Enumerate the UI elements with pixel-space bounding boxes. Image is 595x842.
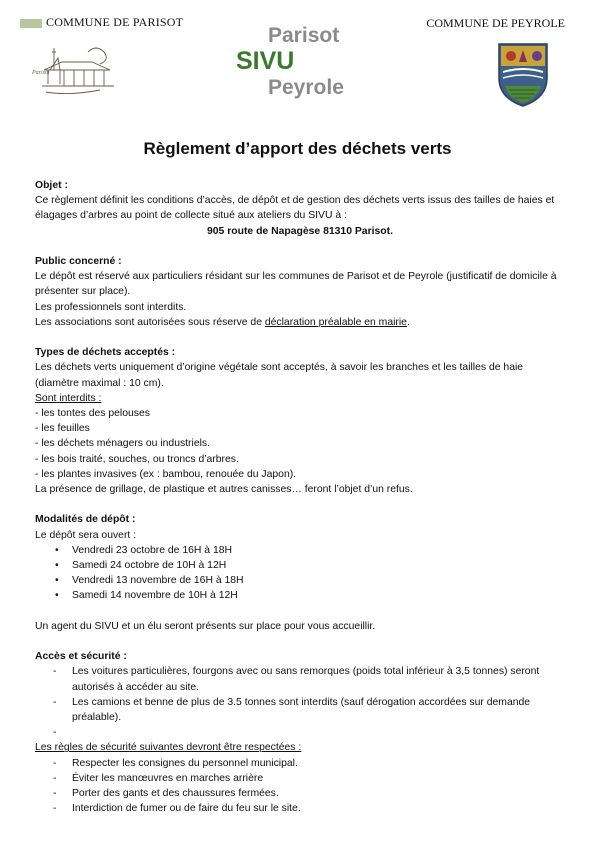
list-item: - Interdiction de fumer ou de faire du feu sur le site. bbox=[35, 801, 565, 816]
types-heading: Types de déchets acceptés : bbox=[35, 347, 176, 359]
list-item: • Samedi 14 novembre de 10H à 12H bbox=[35, 588, 565, 603]
list-item: - Éviter les manœuvres en marches arrière bbox=[35, 771, 565, 786]
rules-heading: Les règles de sécurité suivantes devront être respectées : bbox=[35, 742, 302, 754]
list-item: - Porter des gants et des chaussures fermées. bbox=[35, 786, 565, 801]
commune-parisot-label bbox=[20, 15, 183, 31]
commune-peyrole-label: COMMUNE DE PEYROLE bbox=[426, 16, 565, 30]
modalites-intro: Le dépôt sera ouvert : bbox=[35, 529, 137, 541]
objet-heading: Objet : bbox=[35, 180, 68, 191]
forbidden-heading: Sont interdits : bbox=[35, 392, 102, 404]
list-item: - Les voitures particulières, fourgons avec ou sans remorques (poids total inférieur à 3,5 tonnes) seront autorisés à accéder au site. bbox=[35, 664, 565, 694]
list-item: • Samedi 24 octobre de 10H à 12H bbox=[35, 558, 565, 573]
agent-text: Un agent du SIVU et un élu seront présents sur place pour vous accueillir. bbox=[35, 620, 376, 632]
public-line-associations bbox=[35, 315, 565, 330]
sivu-logo-peyrole: Peyrole bbox=[268, 76, 344, 99]
parisot-village-logo bbox=[30, 40, 122, 102]
public-line-professionals: Les professionnels sont interdits. bbox=[35, 301, 187, 313]
declaration-link: déclaration préalable en mairie bbox=[264, 316, 407, 328]
list-item: • Vendredi 13 novembre de 16H à 18H bbox=[35, 573, 565, 588]
associations-period: . bbox=[406, 316, 410, 328]
page-title: Règlement d’apport des déchets verts bbox=[143, 139, 452, 158]
green-bar-decoration bbox=[20, 19, 42, 28]
commune-parisot-text: COMMUNE DE PARISOT bbox=[46, 15, 184, 29]
list-item bbox=[35, 725, 565, 740]
forbidden-item: - les tontes des pelouses bbox=[35, 408, 150, 420]
forbidden-item: - les bois traité, souches, ou troncs d’arbres. bbox=[35, 453, 239, 465]
acces-list bbox=[35, 664, 565, 740]
sivu-logo-sivu: SIVU bbox=[236, 47, 295, 75]
list-item: • Vendredi 23 octobre de 16H à 18H bbox=[35, 543, 565, 558]
opening-dates-list bbox=[35, 543, 565, 604]
associations-text: Les associations sont autorisées sous réserve de bbox=[35, 316, 265, 328]
sivu-logo-parisot: Parisot bbox=[268, 24, 340, 47]
objet-address: 905 route de Napagèse 81310 Parisot. bbox=[207, 225, 393, 237]
regulation-body bbox=[35, 178, 565, 816]
list-item: - Respecter les consignes du personnel municipal. bbox=[35, 756, 565, 771]
parisot-logo-text: Parisot bbox=[32, 70, 50, 76]
acces-heading: Accès et sécurité : bbox=[35, 651, 127, 663]
refusal-text: La présence de grillage, de plastique et autres canisses… feront l’objet d’un refus. bbox=[35, 484, 413, 496]
list-item: - Les camions et benne de plus de 3.5 tonnes sont interdits (sauf dérogation accordées sur demande préalable). bbox=[35, 695, 565, 725]
forbidden-item: - les feuilles bbox=[35, 423, 90, 435]
forbidden-item: - les déchets ménagers ou industriels. bbox=[35, 438, 210, 450]
peyrole-coat-of-arms-icon bbox=[497, 42, 549, 108]
public-line-residents: Le dépôt est réservé aux particuliers résidant sur les communes de Parisot et de Peyrole (justificatif de domicile à présenter sur place). bbox=[35, 271, 557, 298]
forbidden-item: - les plantes invasives (ex : bambou, renouée du Japon). bbox=[35, 468, 297, 480]
sivu-logo bbox=[232, 24, 362, 104]
public-heading: Public concerné : bbox=[35, 256, 122, 267]
safety-rules-list bbox=[35, 756, 565, 817]
objet-text: Ce règlement définit les conditions d’accès, de dépôt et de gestion des déchets verts issus des tailles de haies et élagages d’arbres au point de collecte situé aux ateliers du SIVU à : bbox=[35, 195, 555, 222]
modalites-heading: Modalités de dépôt : bbox=[35, 514, 136, 526]
types-text: Les déchets verts uniquement d’origine végétale sont acceptés, à savoir les branches et les tailles de haie (diamètre maximal : 10 cm). bbox=[35, 362, 524, 389]
